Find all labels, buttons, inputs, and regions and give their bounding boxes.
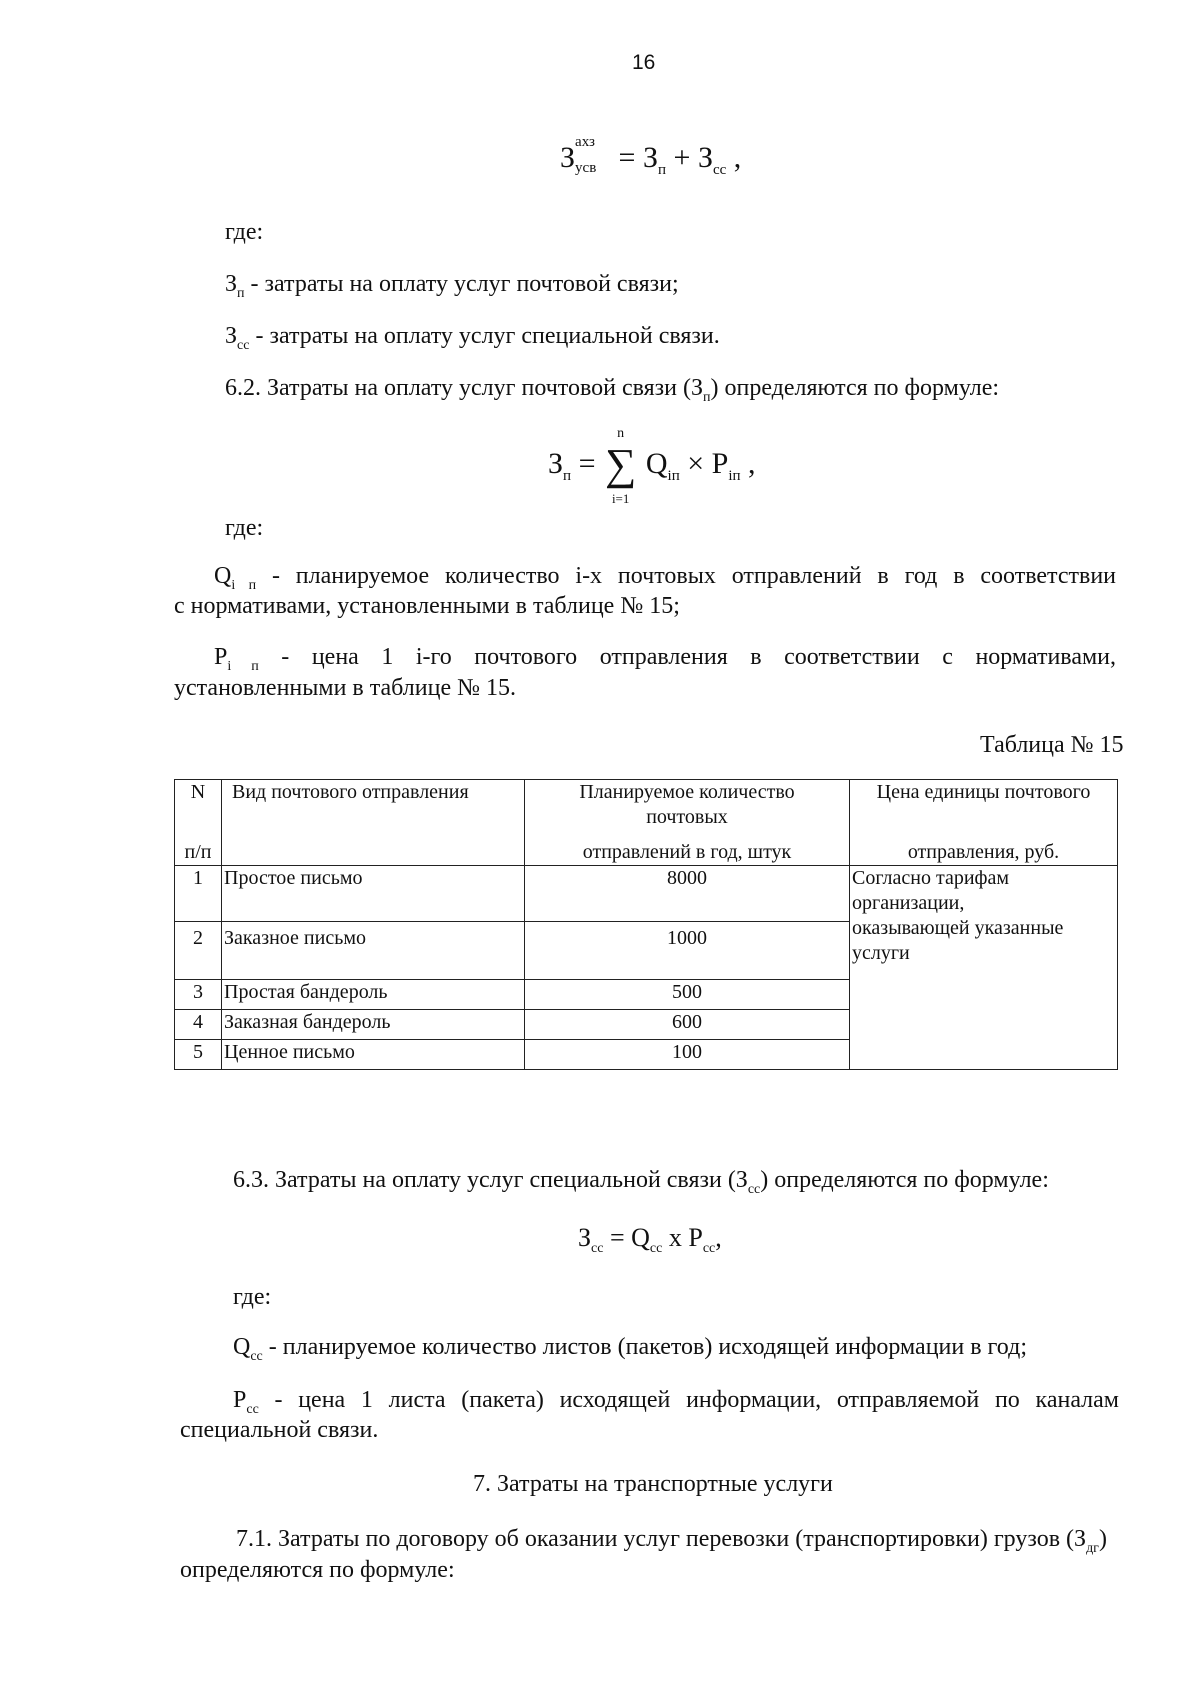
where-label: где: xyxy=(225,219,264,245)
cell-qty: 600 xyxy=(525,1010,850,1040)
formula-subscript: сс xyxy=(702,1241,716,1257)
cell-qty: 1000 xyxy=(525,922,850,980)
definition-zp xyxy=(225,270,679,303)
formula-total-communication xyxy=(560,134,742,179)
definition-q-continuation: с нормативами, установленными в таблице № 15; xyxy=(174,593,680,619)
def-symbol: P xyxy=(233,1387,247,1413)
def-text: - планируемое количество листов (пакетов) исходящей информации в год; xyxy=(262,1334,1027,1360)
def-subscript: i п xyxy=(227,658,259,674)
cell-qty: 8000 xyxy=(525,866,850,922)
header-price: Цена единицы почтового xyxy=(850,780,1118,840)
section-7-1 xyxy=(236,1525,1107,1558)
sigma-symbol: ∑ xyxy=(604,440,637,489)
formula-symbol: Q xyxy=(645,447,668,480)
definition-pcc-continuation: специальной связи. xyxy=(180,1417,379,1443)
formula-special xyxy=(578,1222,722,1258)
section-7-1-continuation: определяются по формуле: xyxy=(180,1557,455,1583)
formula-subscript: iп xyxy=(667,468,680,484)
sum-lower-limit: i=1 xyxy=(611,491,630,506)
formula-symbol: З xyxy=(548,447,564,480)
definition-zcc xyxy=(225,322,720,355)
def-subscript: сс xyxy=(237,337,250,353)
summation-sign xyxy=(604,426,637,506)
header-n-bottom: п/п xyxy=(175,840,222,866)
section-6-3 xyxy=(233,1166,1049,1199)
section-text: 6.2. Затраты на оплату услуг почтовой связи (З xyxy=(225,375,703,401)
def-subscript: сс xyxy=(250,1348,263,1364)
formula-subscript: сс xyxy=(591,1241,604,1257)
cell-type: Простое письмо xyxy=(222,866,525,922)
formula-symbol: Q xyxy=(631,1223,650,1252)
formula-times: x xyxy=(662,1223,689,1252)
header-n: N xyxy=(175,780,222,840)
def-subscript: i п xyxy=(231,577,257,593)
formula-subscript: iп xyxy=(728,468,741,484)
section-subscript: дг xyxy=(1086,1540,1099,1556)
def-text: - цена 1 листа (пакета) исходящей информации, отправляемой по каналам xyxy=(258,1387,1119,1413)
definition-p xyxy=(214,643,1116,676)
formula-superscript: ахз xyxy=(575,134,595,150)
header-qty-line: Планируемое количество xyxy=(579,781,795,803)
cell-n: 5 xyxy=(175,1040,222,1070)
where-label: где: xyxy=(225,515,264,541)
definition-p-continuation: установленными в таблице № 15. xyxy=(174,675,517,701)
def-symbol: З xyxy=(225,271,238,297)
formula-symbol: P xyxy=(688,1223,703,1252)
cell-n: 4 xyxy=(175,1010,222,1040)
def-symbol: Q xyxy=(233,1334,251,1360)
formula-comma: , xyxy=(733,141,742,174)
def-subscript: сс xyxy=(246,1401,259,1417)
formula-equals: = xyxy=(618,141,636,174)
table-row xyxy=(175,866,1118,922)
section-subscript: сс xyxy=(747,1181,761,1197)
header-qty-bottom: отправлений в год, штук xyxy=(525,840,850,866)
section-6-2 xyxy=(225,374,999,407)
formula-subscript: п xyxy=(657,162,667,178)
cell-type: Заказная бандероль xyxy=(222,1010,525,1040)
cell-type: Ценное письмо xyxy=(222,1040,525,1070)
formula-plus: + xyxy=(673,141,691,174)
def-text: - затраты на оплату услуг почтовой связи; xyxy=(244,271,679,297)
formula-symbol: З xyxy=(560,141,576,174)
definition-pcc xyxy=(233,1386,1119,1419)
header-qty-line: почтовых xyxy=(646,806,728,828)
def-symbol: P xyxy=(214,644,228,670)
cell-n: 2 xyxy=(175,922,222,980)
section-text: 6.3. Затраты на оплату услуг специальной связи (З xyxy=(233,1167,748,1193)
formula-symbol: З xyxy=(642,141,658,174)
formula-equals: = xyxy=(578,447,596,480)
section-text: ) определяются по формуле: xyxy=(760,1167,1049,1193)
section-text: ) определяются по формуле: xyxy=(710,375,1000,401)
formula-subscript: сс xyxy=(712,162,727,178)
definition-qcc xyxy=(233,1333,1027,1366)
formula-subscript: сс xyxy=(649,1241,663,1257)
cell-type: Заказное письмо xyxy=(222,922,525,980)
section-text: ) xyxy=(1098,1526,1107,1552)
header-type: Вид почтового отправления xyxy=(222,780,525,866)
cell-n: 1 xyxy=(175,866,222,922)
price-note-line: оказывающей указанные xyxy=(852,917,1064,939)
sum-upper-limit: n xyxy=(617,426,625,441)
def-symbol: З xyxy=(225,323,238,349)
section-text: 7.1. Затраты по договору об оказании услуг перевозки (транспортировки) грузов (З xyxy=(236,1526,1087,1552)
formula-times: × xyxy=(687,447,705,480)
formula-symbol: З xyxy=(697,141,713,174)
def-subscript: п xyxy=(237,285,245,301)
formula-equals: = xyxy=(603,1223,632,1252)
formula-postal xyxy=(548,426,756,506)
definition-q xyxy=(214,562,1116,595)
formula-comma: , xyxy=(715,1223,722,1252)
page-number: 16 xyxy=(632,51,656,74)
def-text: - затраты на оплату услуг специальной связи. xyxy=(249,323,720,349)
cell-type: Простая бандероль xyxy=(222,980,525,1010)
header-qty xyxy=(525,780,850,840)
cell-n: 3 xyxy=(175,980,222,1010)
def-text: - цена 1 i-го почтового отправления в соответствии с нормативами, xyxy=(258,644,1117,670)
postal-norms-table xyxy=(174,779,1118,1070)
header-price-bottom: отправления, руб. xyxy=(850,840,1118,866)
cell-qty: 100 xyxy=(525,1040,850,1070)
cell-qty: 500 xyxy=(525,980,850,1010)
formula-symbol: P xyxy=(711,447,729,480)
formula-symbol: З xyxy=(578,1223,592,1252)
price-note-line: Согласно тарифам xyxy=(852,867,1010,889)
section-7-title: 7. Затраты на транспортные услуги xyxy=(473,1471,833,1497)
def-text: - планируемое количество i-х почтовых отправлений в год в соответствии xyxy=(256,563,1117,589)
table-caption: Таблица № 15 xyxy=(980,732,1124,758)
def-symbol: Q xyxy=(214,563,232,589)
formula-comma: , xyxy=(748,447,756,480)
where-label: где: xyxy=(233,1284,272,1310)
price-note-line: услуги xyxy=(852,942,910,964)
price-note-line: организации, xyxy=(852,892,965,914)
section-subscript: п xyxy=(703,389,711,405)
formula-subscript: п xyxy=(563,468,572,484)
cell-price-note xyxy=(850,866,1118,1070)
table-header-row xyxy=(175,780,1118,840)
formula-subscript: усв xyxy=(575,160,597,176)
